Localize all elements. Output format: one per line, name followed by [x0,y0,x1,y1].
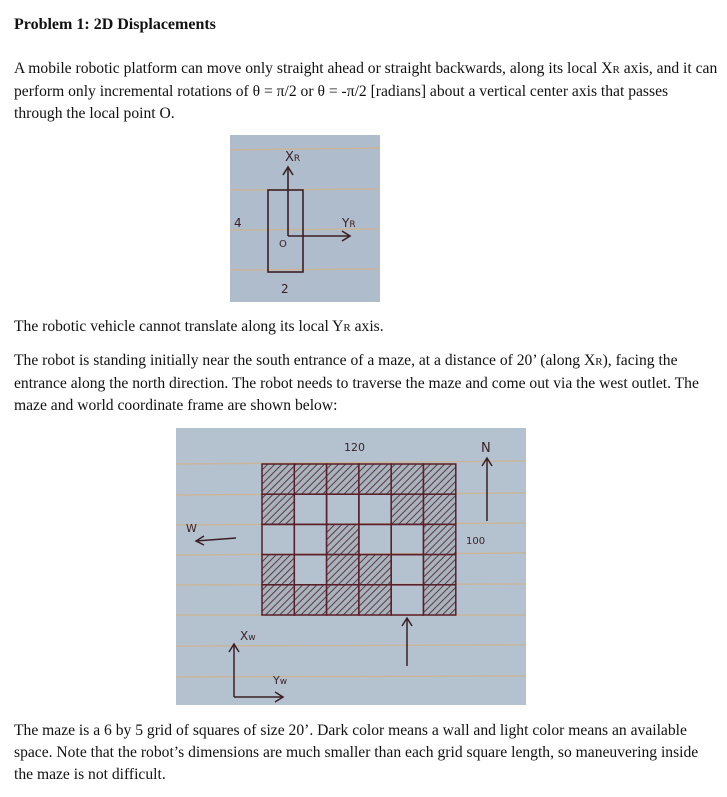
maze-wall-cell [262,464,294,494]
maze-wall-cell [294,585,326,615]
text: A mobile robotic platform can move only straight ahead or straight backwards, along its local X [14,60,613,77]
maze-wall-cell [424,494,456,524]
maze-wall-cell [327,524,359,554]
subscript: R [595,356,603,368]
maze-wall-cell [262,555,294,585]
origin-label: O [279,239,287,250]
subscript: R [343,322,351,334]
maze-figure [176,428,526,705]
subscript: R [612,64,620,76]
maze-wall-cell [294,464,326,494]
intro-paragraph [14,58,720,125]
yw-label: Yw [273,674,288,687]
width-label: 2 [281,282,289,296]
text: axis. [350,318,384,335]
maze-wall-cell [327,555,359,585]
maze-wall-cell [424,555,456,585]
problem-title: Problem 1: 2D Displacements [14,16,216,33]
maze-width-label: 120 [344,441,365,454]
robot-frame-figure [230,135,380,302]
text: The robot is standing initially near the south entrance of a maze, at a distance of 20’ (along X [14,352,596,369]
maze-wall-cell [424,464,456,494]
maze-wall-cell [424,585,456,615]
maze-wall-cell [391,464,423,494]
maze-wall-cell [424,524,456,554]
maze-wall-cell [262,585,294,615]
north-label: N [481,441,491,456]
maze-wall-cell [359,585,391,615]
length-label: 4 [234,216,242,230]
text: ), facing the entrance along the north direction. The robot needs to traverse the maze and come out via the west outlet. The maze and world coordinate frame are shown below: [14,352,699,414]
maze-wall-cell [359,555,391,585]
text: axis, and it can perform only incremental rotations of θ = π/2 or θ = -π/2 [radians] about a vertical center axis that passes through the local point O. [14,60,718,122]
constraint-paragraph [14,316,720,339]
yr-label: YR [342,216,356,230]
text: The robotic vehicle cannot translate along its local Y [14,318,344,335]
maze-height-label: 100 [466,536,486,547]
maze-wall-cell [327,464,359,494]
maze-description-paragraph: The maze is a 6 by 5 grid of squares of size 20’. Dark color means a wall and light color means an available space. Note that the robot’s dimensions are much smaller than each grid square length, so maneuvering inside the maze is not difficult. [14,722,699,783]
west-label: W [186,522,197,535]
maze-wall-cell [327,585,359,615]
maze-wall-cell [391,494,423,524]
xr-label: XR [285,150,301,165]
maze-wall-cell [359,464,391,494]
xw-label: Xw [240,629,256,643]
scenario-paragraph [14,350,720,417]
maze-wall-cell [262,494,294,524]
